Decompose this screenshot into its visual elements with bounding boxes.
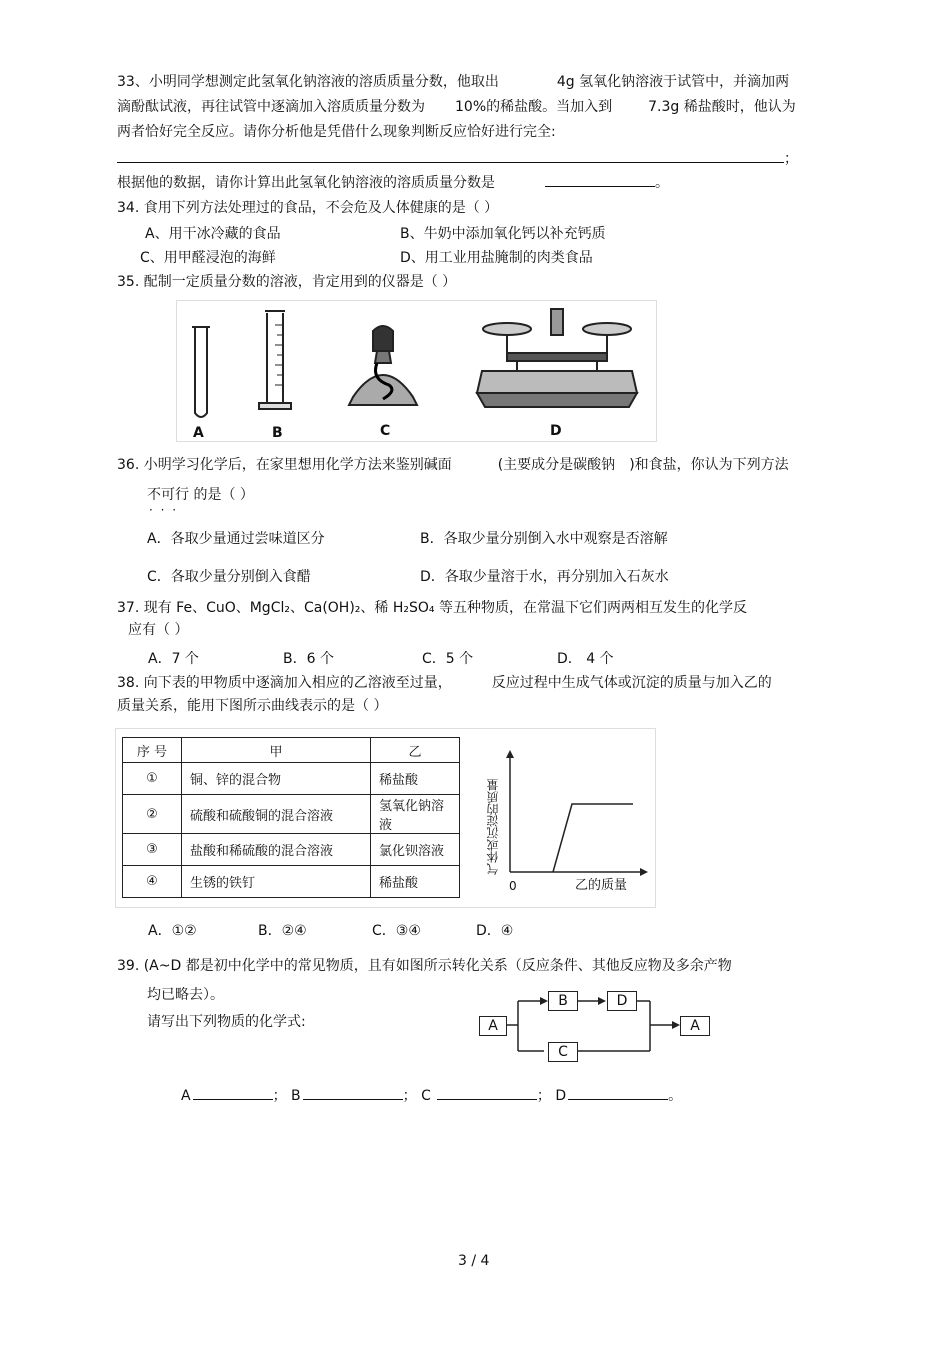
- table-header-cell: 序 号: [123, 738, 182, 763]
- graph-y-label: 气体或沉淀的质量: [486, 779, 500, 875]
- table-cell: 氯化钡溶液: [371, 834, 460, 866]
- q39-label-b: ； B: [272, 1088, 301, 1104]
- table-row: [123, 866, 460, 898]
- q37-stem-2: 应有（ ）: [128, 622, 189, 638]
- test-tube-icon: [192, 327, 210, 417]
- q35-label-b: B: [272, 425, 283, 441]
- table-header-cell: 乙: [371, 738, 460, 763]
- q34-option-b[interactable]: B、牛奶中添加氧化钙以补充钙质: [400, 226, 606, 242]
- q39-label-a: A: [181, 1088, 191, 1104]
- q38-table: [122, 737, 460, 898]
- graph-origin-label: 0: [509, 879, 517, 893]
- q34-stem: 34. 食用下列方法处理过的食品，不会危及人体健康的是（ ）: [117, 200, 499, 216]
- q36-stem-c: )和食盐，你认为下列方法: [629, 457, 789, 473]
- table-row: [123, 763, 460, 795]
- q33-answer-blank[interactable]: [117, 148, 784, 163]
- q38-stem-a: 38. 向下表的甲物质中逐滴加入相应的乙溶液至过量，: [117, 675, 452, 691]
- q33-line2: [117, 97, 796, 117]
- q33-result-blank[interactable]: [545, 172, 655, 187]
- q33-line3: 两者恰好完全反应。请你分析他是凭借什么现象判断反应恰好进行完全:: [117, 124, 556, 140]
- q38-stem: [117, 673, 772, 693]
- q38-stem-b: 反应过程中生成气体或沉淀的质量与加入乙的: [491, 675, 772, 691]
- node-b: B: [548, 991, 578, 1011]
- q37-option-c[interactable]: C．5 个: [422, 651, 474, 667]
- q36-stem-b: (主要成分是碳酸钠: [497, 457, 616, 473]
- table-cell: 稀盐酸: [371, 763, 460, 795]
- q39-answer-line: [181, 1085, 682, 1106]
- q39-blank-d[interactable]: [568, 1085, 668, 1100]
- q38-option-b[interactable]: B．②④: [258, 923, 307, 939]
- table-row: [123, 834, 460, 866]
- table-cell: 铜、锌的混合物: [182, 763, 371, 795]
- graph-x-label: 乙的质量: [575, 878, 628, 893]
- q36-stem-a: 36. 小明学习化学后，在家里想用化学方法来鉴别碱面: [117, 457, 452, 473]
- q34-option-c[interactable]: C、用甲醛浸泡的海鲜: [140, 250, 276, 266]
- table-cell: ④: [123, 866, 182, 898]
- q33-text-2c: 7.3g 稀盐酸时，他认为: [648, 99, 796, 115]
- q36-stem-2b: 的是（ ）: [193, 487, 254, 503]
- q36-option-d[interactable]: D．各取少量溶于水，再分别加入石灰水: [420, 569, 669, 585]
- q39-label-c: ； C: [402, 1088, 431, 1104]
- q36-option-a[interactable]: A．各取少量通过尝味道区分: [147, 531, 325, 547]
- q34-option-a[interactable]: A、用干冰冷藏的食品: [145, 226, 281, 242]
- q39-stem-2: 均已略去）。: [147, 987, 224, 1003]
- emphasis-dots-icon: · · ·: [149, 503, 179, 517]
- q39-stem: 39. (A~D 都是初中化学中的常见物质，且有如图所示转化关系（反应条件、其他反应物及多余产物: [117, 958, 732, 974]
- q35-figure: [176, 300, 657, 442]
- q33-text-2b: 10%的稀盐酸。当加入到: [455, 99, 613, 115]
- q36-option-c[interactable]: C．各取少量分别倒入食醋: [147, 569, 311, 585]
- q38-option-d[interactable]: D．④: [476, 923, 514, 939]
- table-cell: ②: [123, 795, 182, 834]
- q39-flow-diagram: [478, 985, 712, 1065]
- q38-stem-2: 质量关系，能用下图所示曲线表示的是（ ）: [117, 698, 388, 714]
- node-c: C: [548, 1042, 578, 1062]
- q36-emphasis: 不可行: [147, 487, 189, 503]
- q39-stem-3: 请写出下列物质的化学式:: [147, 1014, 306, 1030]
- table-cell: 硫酸和硫酸铜的混合溶液: [182, 795, 371, 834]
- lab-instruments-illustration: [177, 301, 656, 441]
- q33-line1: [117, 72, 789, 92]
- q35-label-a: A: [193, 425, 204, 441]
- table-header-row: [123, 738, 460, 763]
- q33-text-1b: 4g 氢氧化钠溶液于试管中，并滴加两: [556, 74, 790, 90]
- q37-stem: 37. 现有 Fe、CuO、MgCl₂、Ca(OH)₂、稀 H₂SO₄ 等五种物质，在常温下它们两两相互发生的化学反: [117, 600, 747, 616]
- table-row: [123, 795, 460, 834]
- table-cell: ③: [123, 834, 182, 866]
- x-axis-arrow-icon: [640, 868, 648, 876]
- q33-text-1: 33、小明同学想测定此氢氧化钠溶液的溶质质量分数，他取出: [117, 74, 499, 90]
- table-cell: 稀盐酸: [371, 866, 460, 898]
- q33-text-5: 根据他的数据，请你计算出此氢氧化钠溶液的溶质质量分数是: [117, 175, 495, 191]
- arrow-icon: [672, 1021, 680, 1029]
- q34-option-d[interactable]: D、用工业用盐腌制的肉类食品: [400, 250, 593, 266]
- alcohol-lamp-icon: [349, 326, 417, 405]
- q33-answer-line[interactable]: [117, 148, 798, 169]
- table-cell: 生锈的铁钉: [182, 866, 371, 898]
- q39-period: 。: [668, 1088, 683, 1104]
- q37-option-d[interactable]: D． 4 个: [557, 651, 614, 667]
- q33-semicolon: ；: [784, 151, 798, 167]
- q39-label-d: ； D: [536, 1088, 567, 1104]
- q33-line5: [117, 172, 669, 193]
- table-header-cell: 甲: [182, 738, 371, 763]
- y-axis-arrow-icon: [506, 750, 514, 758]
- q37-option-a[interactable]: A．7 个: [148, 651, 199, 667]
- q37-option-b[interactable]: B．6 个: [283, 651, 334, 667]
- q33-text-2: 滴酚酞试液，再往试管中逐滴加入溶质质量分数为: [117, 99, 425, 115]
- balance-scale-icon: [477, 309, 637, 407]
- table-cell: 氢氧化钠溶液: [371, 795, 460, 834]
- arrow-icon: [598, 997, 606, 1005]
- q36-option-b[interactable]: B．各取少量分别倒入水中观察是否溶解: [420, 531, 668, 547]
- q35-stem: 35. 配制一定质量分数的溶液，肯定用到的仪器是（ ）: [117, 274, 457, 290]
- arrow-icon: [540, 997, 548, 1005]
- q39-blank-a[interactable]: [193, 1085, 273, 1100]
- q33-period: 。: [655, 175, 669, 191]
- q39-blank-b[interactable]: [303, 1085, 403, 1100]
- table-cell: 盐酸和稀硫酸的混合溶液: [182, 834, 371, 866]
- q38-option-a[interactable]: A．①②: [148, 923, 197, 939]
- node-a-end: A: [680, 1016, 710, 1036]
- table-cell: ①: [123, 763, 182, 795]
- page-number: 3 / 4: [458, 1253, 490, 1269]
- node-d: D: [607, 991, 637, 1011]
- q36-stem: [117, 455, 789, 475]
- q35-label-d: D: [550, 423, 562, 439]
- q39-blank-c[interactable]: [437, 1085, 537, 1100]
- graduated-cylinder-icon: [259, 311, 291, 409]
- graph-curve: [553, 804, 633, 872]
- q38-option-c[interactable]: C．③④: [372, 923, 421, 939]
- q35-label-c: C: [380, 423, 391, 439]
- node-a-start: A: [479, 1016, 507, 1036]
